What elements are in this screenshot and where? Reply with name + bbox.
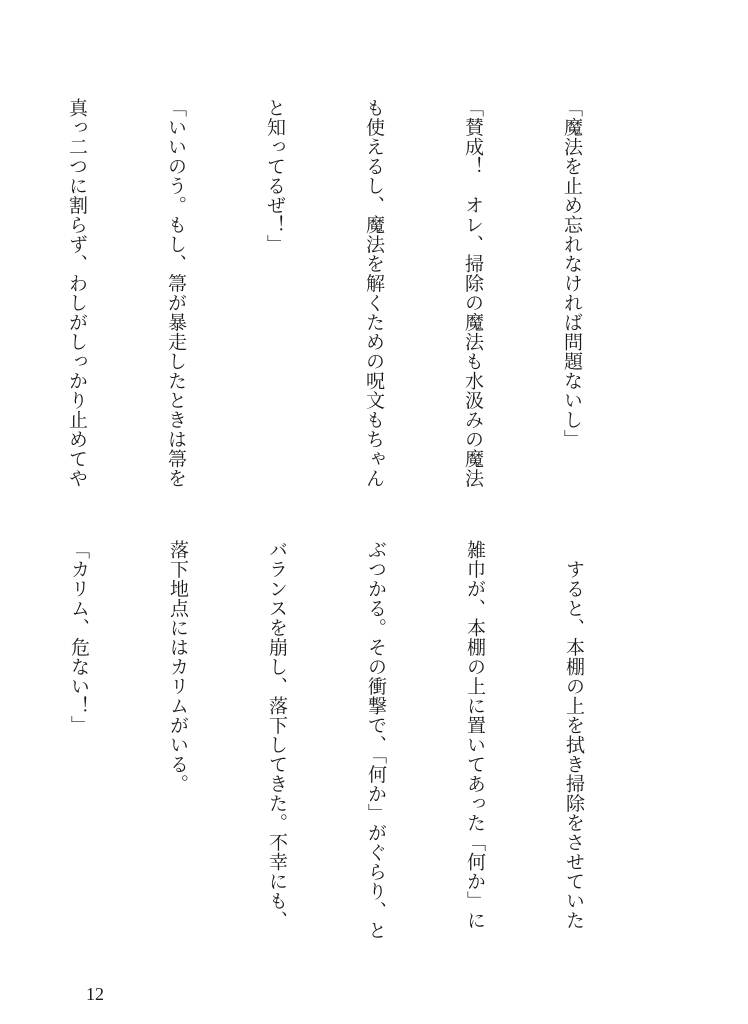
text-column: と知ってるぜ！」 bbox=[264, 98, 286, 254]
text-column: すると、本棚の上を拭き掃除をさせていた bbox=[563, 540, 585, 930]
page-number: 12 bbox=[86, 984, 104, 1004]
text-column: バランスを崩し、落下してきた。不幸にも、 bbox=[266, 540, 288, 930]
text-column: 「カリム、危ない！」 bbox=[68, 540, 90, 735]
text-column: 落下地点にはカリムがいる。 bbox=[167, 540, 189, 794]
text-column: も使えるし、魔法を解くための呪文もちゃん bbox=[363, 98, 385, 488]
upper-text-block bbox=[0, 98, 654, 518]
text-column: 「いいのう。もし、箒が暴走したときは箒を bbox=[165, 98, 187, 488]
text-column: 雑巾が、本棚の上に置いてあった「何か」に bbox=[464, 540, 486, 930]
text-column: ぶつかる。その衝撃で、「何か」がぐらり、と bbox=[365, 540, 387, 940]
text-column: 「賛成！ オレ、掃除の魔法も水汲みの魔法 bbox=[462, 98, 484, 488]
text-column: 真っ二つに割らず、わしがしっかり止めてや bbox=[66, 98, 88, 488]
text-column: 「魔法を止め忘れなければ問題ないし」 bbox=[561, 98, 583, 449]
lower-text-block bbox=[0, 540, 656, 960]
